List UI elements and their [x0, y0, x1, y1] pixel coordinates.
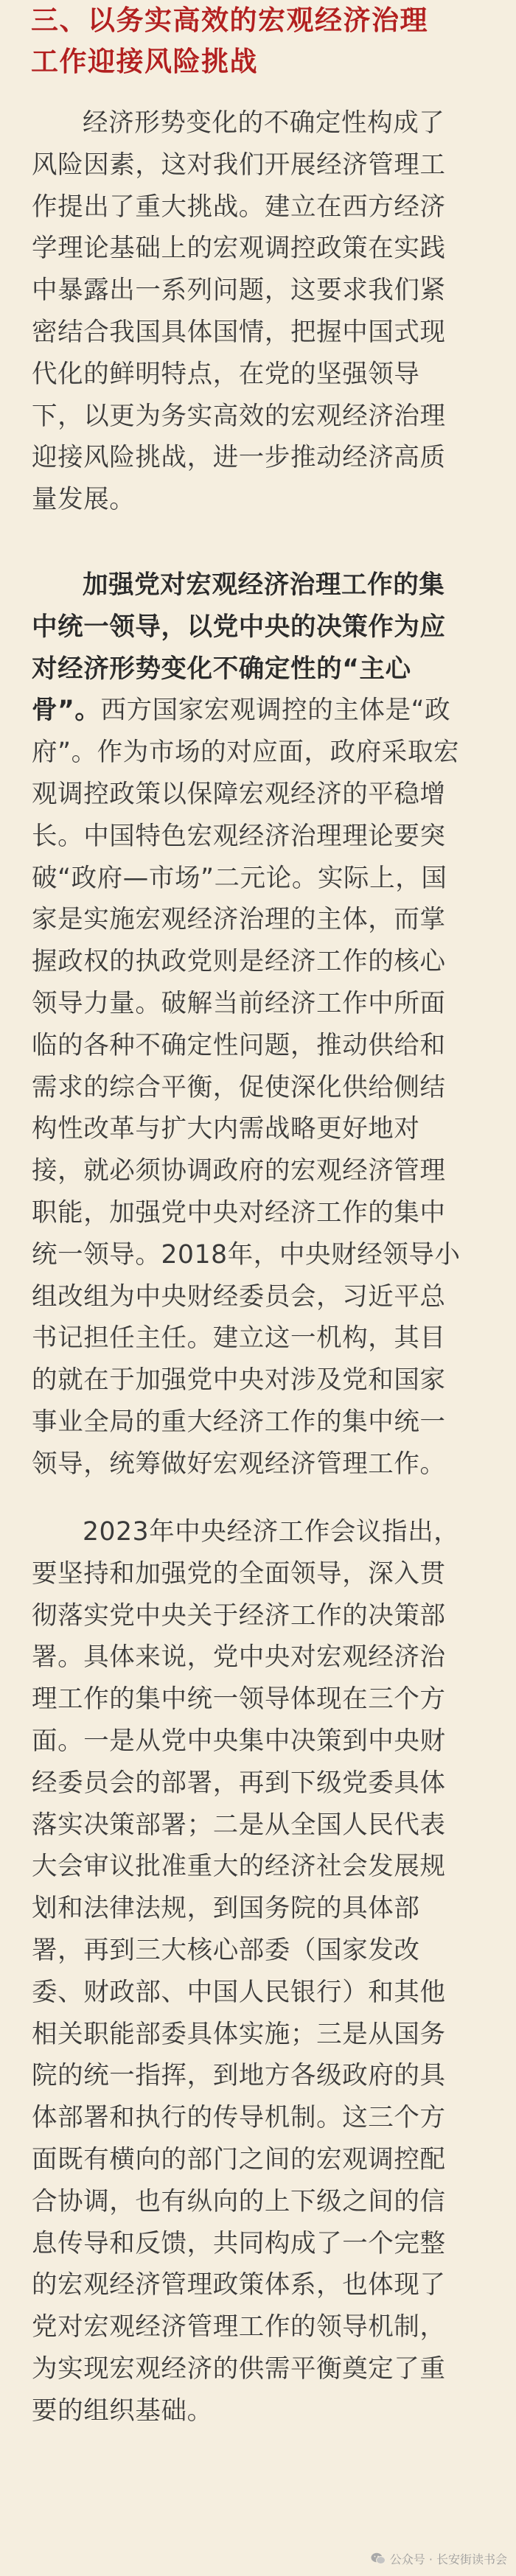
text-line: 统一领导。2018年，中央财经领导小 — [32, 1239, 461, 1270]
text-line: 学理论基础上的宏观调控政策在实践 — [32, 234, 446, 264]
watermark-text: 公众号 · 长安街读书会 — [389, 2552, 507, 2566]
text-line: 合协调，也有纵向的上下级之间的信 — [32, 2186, 446, 2216]
heading-line: 三、以务实高效的宏观经济治理 — [31, 4, 428, 36]
text-line: 接，就必须协调政府的宏观经济管理 — [32, 1156, 446, 1186]
text-line: 2023年中央经济工作会议指出， — [83, 1517, 460, 1547]
text-line: 密结合我国具体国情，把握中国式现 — [32, 317, 446, 347]
text-line: 落实决策部署；二是从全国人民代表 — [32, 1810, 446, 1840]
text-line: 体部署和执行的传导机制。这三个方 — [32, 2103, 446, 2133]
text-line: 书记担任主任。建立这一机构，其目 — [32, 1323, 446, 1354]
text-line: 要的组织基础。 — [32, 2395, 213, 2426]
text-line: 需求的综合平衡，促使深化供给侧结 — [32, 1072, 446, 1102]
section-heading — [31, 0, 488, 83]
text-line: 院的统一指挥，到地方各级政府的具 — [32, 2061, 446, 2091]
text-line: 长。中国特色宏观经济治理理论要突 — [32, 821, 446, 851]
paragraph-2 — [32, 564, 492, 1485]
text-line: 的就在于加强党中央对涉及党和国家 — [32, 1365, 446, 1396]
text-line: 职能，加强党中央对经济工作的集中 — [32, 1197, 446, 1228]
text-line: 事业全局的重大经济工作的集中统一 — [32, 1407, 446, 1437]
text-line: 下，以更为务实高效的宏观经济治理 — [32, 401, 446, 431]
heading-line: 工作迎接风险挑战 — [31, 46, 258, 77]
text-line: 为实现宏观经济的供需平衡奠定了重 — [32, 2353, 446, 2384]
text-line: 领导力量。破解当前经济工作中所面 — [32, 988, 446, 1018]
text-line: 彻落实党中央关于经济工作的决策部 — [32, 1600, 446, 1631]
text-line: 相关职能部委具体实施；三是从国务 — [32, 2019, 446, 2049]
text-line: 署，再到三大核心部委（国家发改 — [32, 1935, 420, 1965]
text-line: 署。具体来说，党中央对宏观经济治 — [32, 1642, 446, 1673]
text-line: 要坚持和加强党的全面领导，深入贯 — [32, 1558, 446, 1589]
text-line: 家是实施宏观经济治理的主体，而掌 — [32, 905, 446, 935]
text-line: 经济形势变化的不确定性构成了 — [83, 108, 445, 138]
text-line: 风险因素，这对我们开展经济管理工 — [32, 150, 446, 180]
text-line: 破“政府—市场”二元论。实际上，国 — [32, 863, 447, 893]
text-line: 的宏观经济管理政策体系，也体现了 — [32, 2270, 446, 2300]
text-line: 府”。作为市场的对应面，政府采取宏 — [32, 738, 460, 768]
wechat-icon — [371, 2552, 386, 2565]
text-line: 代化的鲜明特点，在党的坚强领导 — [32, 359, 420, 389]
text-line: 面既有横向的部门之间的宏观调控配 — [32, 2144, 446, 2174]
text-fragment: 西方国家宏观调控的主体是“政 — [100, 696, 451, 726]
text-line: 面。一是从党中央集中决策到中央财 — [32, 1726, 446, 1756]
text-line: 党对宏观经济管理工作的领导机制， — [32, 2312, 446, 2342]
text-line: 大会审议批准重大的经济社会发展规 — [32, 1852, 446, 1882]
watermark — [371, 2550, 507, 2567]
paragraph-3 — [32, 1511, 492, 2432]
bold-text-fragment: 骨”。 — [32, 696, 101, 726]
text-line: 作提出了重大挑战。建立在西方经济 — [32, 192, 446, 222]
text-line: 委、财政部、中国人民银行）和其他 — [32, 1977, 446, 2007]
text-line: 息传导和反馈，共同构成了一个完整 — [32, 2228, 446, 2258]
paragraph-1 — [32, 102, 492, 521]
text-line: 领导，统筹做好宏观经济管理工作。 — [32, 1449, 446, 1479]
text-line: 划和法律法规，到国务院的具体部 — [32, 1894, 420, 1924]
bold-text-line: 对经济形势变化不确定性的“主心 — [32, 654, 411, 684]
text-line: 理工作的集中统一领导体现在三个方 — [32, 1684, 446, 1715]
text-line: 观调控政策以保障宏观经济的平稳增 — [32, 779, 446, 809]
text-line: 构性改革与扩大内需战略更好地对 — [32, 1114, 420, 1144]
text-line: 中暴露出一系列问题，这要求我们紧 — [32, 276, 446, 306]
text-line: 临的各种不确定性问题，推动供给和 — [32, 1030, 446, 1060]
bold-text-line: 中统一领导，以党中央的决策作为应 — [32, 612, 446, 642]
text-line: 握政权的执政党则是经济工作的核心 — [32, 947, 446, 977]
text-line: 量发展。 — [32, 485, 136, 515]
text-line: 经委员会的部署，再到下级党委具体 — [32, 1768, 446, 1798]
text-line: 迎接风险挑战，进一步推动经济高质 — [32, 443, 446, 473]
text-line: 组改组为中央财经委员会，习近平总 — [32, 1281, 446, 1312]
bold-text-line: 加强党对宏观经济治理工作的集 — [83, 570, 445, 600]
